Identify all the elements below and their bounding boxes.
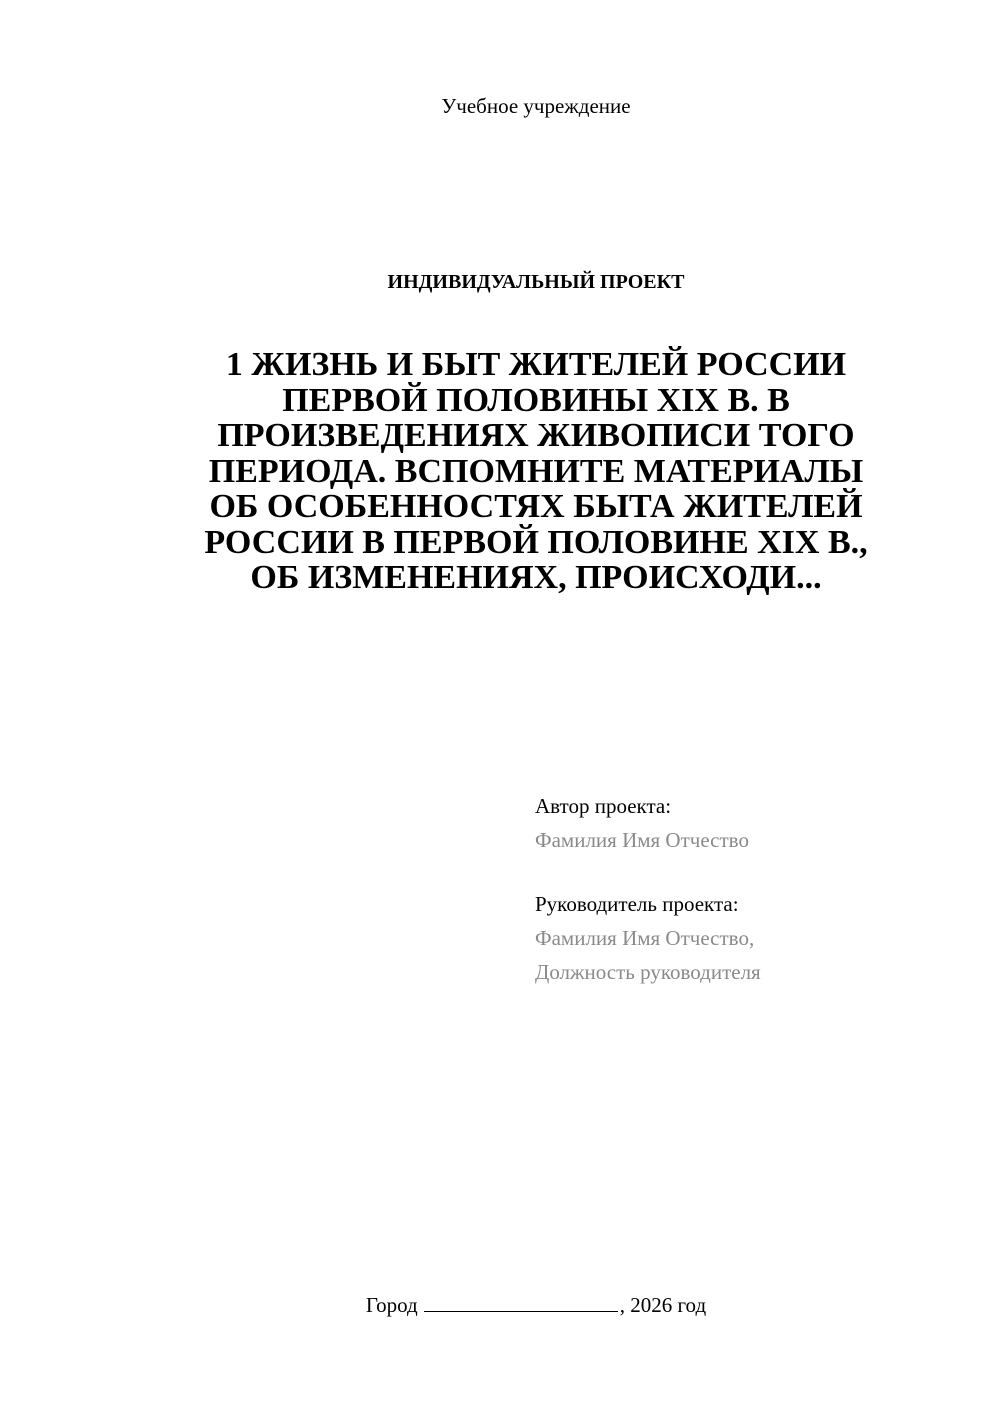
project-type-heading: ИНДИВИДУАЛЬНЫЙ ПРОЕКТ [387, 271, 685, 293]
year-text: , 2026 год [619, 1293, 707, 1317]
title-line: РОССИИ В ПЕРВОЙ ПОЛОВИНЕ XIX В., [204, 523, 868, 561]
title-line: ОБ ИЗМЕНЕНИЯХ, ПРОИСХОДИ... [250, 559, 822, 596]
title-line: ПЕРИОДА. ВСПОМНИТЕ МАТЕРИАЛЫ [208, 452, 864, 490]
city-blank-line [424, 1293, 618, 1312]
institution-name: Учебное учреждение [441, 94, 631, 118]
title-line: 1 ЖИЗНЬ И БЫТ ЖИТЕЛЕЙ РОССИИ [225, 346, 847, 383]
spacer [535, 857, 975, 887]
title-line: ОБ ОСОБЕННОСТЯХ БЫТА ЖИТЕЛЕЙ [209, 488, 863, 525]
author-label: Автор проекта: [535, 794, 672, 818]
author-name-placeholder: Фамилия Имя Отчество [535, 828, 749, 852]
authors-block [535, 789, 975, 989]
supervisor-name-placeholder: Фамилия Имя Отчество, [535, 926, 755, 950]
city-year-line [0, 1292, 1000, 1318]
supervisor-position-placeholder: Должность руководителя [535, 960, 761, 984]
title-line: ПЕРВОЙ ПОЛОВИНЫ XIX В. В [282, 381, 790, 419]
city-label: Город [365, 1293, 418, 1317]
title-line: ПРОИЗВЕДЕНИЯХ ЖИВОПИСИ ТОГО [217, 417, 855, 454]
supervisor-label: Руководитель проекта: [535, 892, 739, 916]
project-title [140, 347, 932, 596]
